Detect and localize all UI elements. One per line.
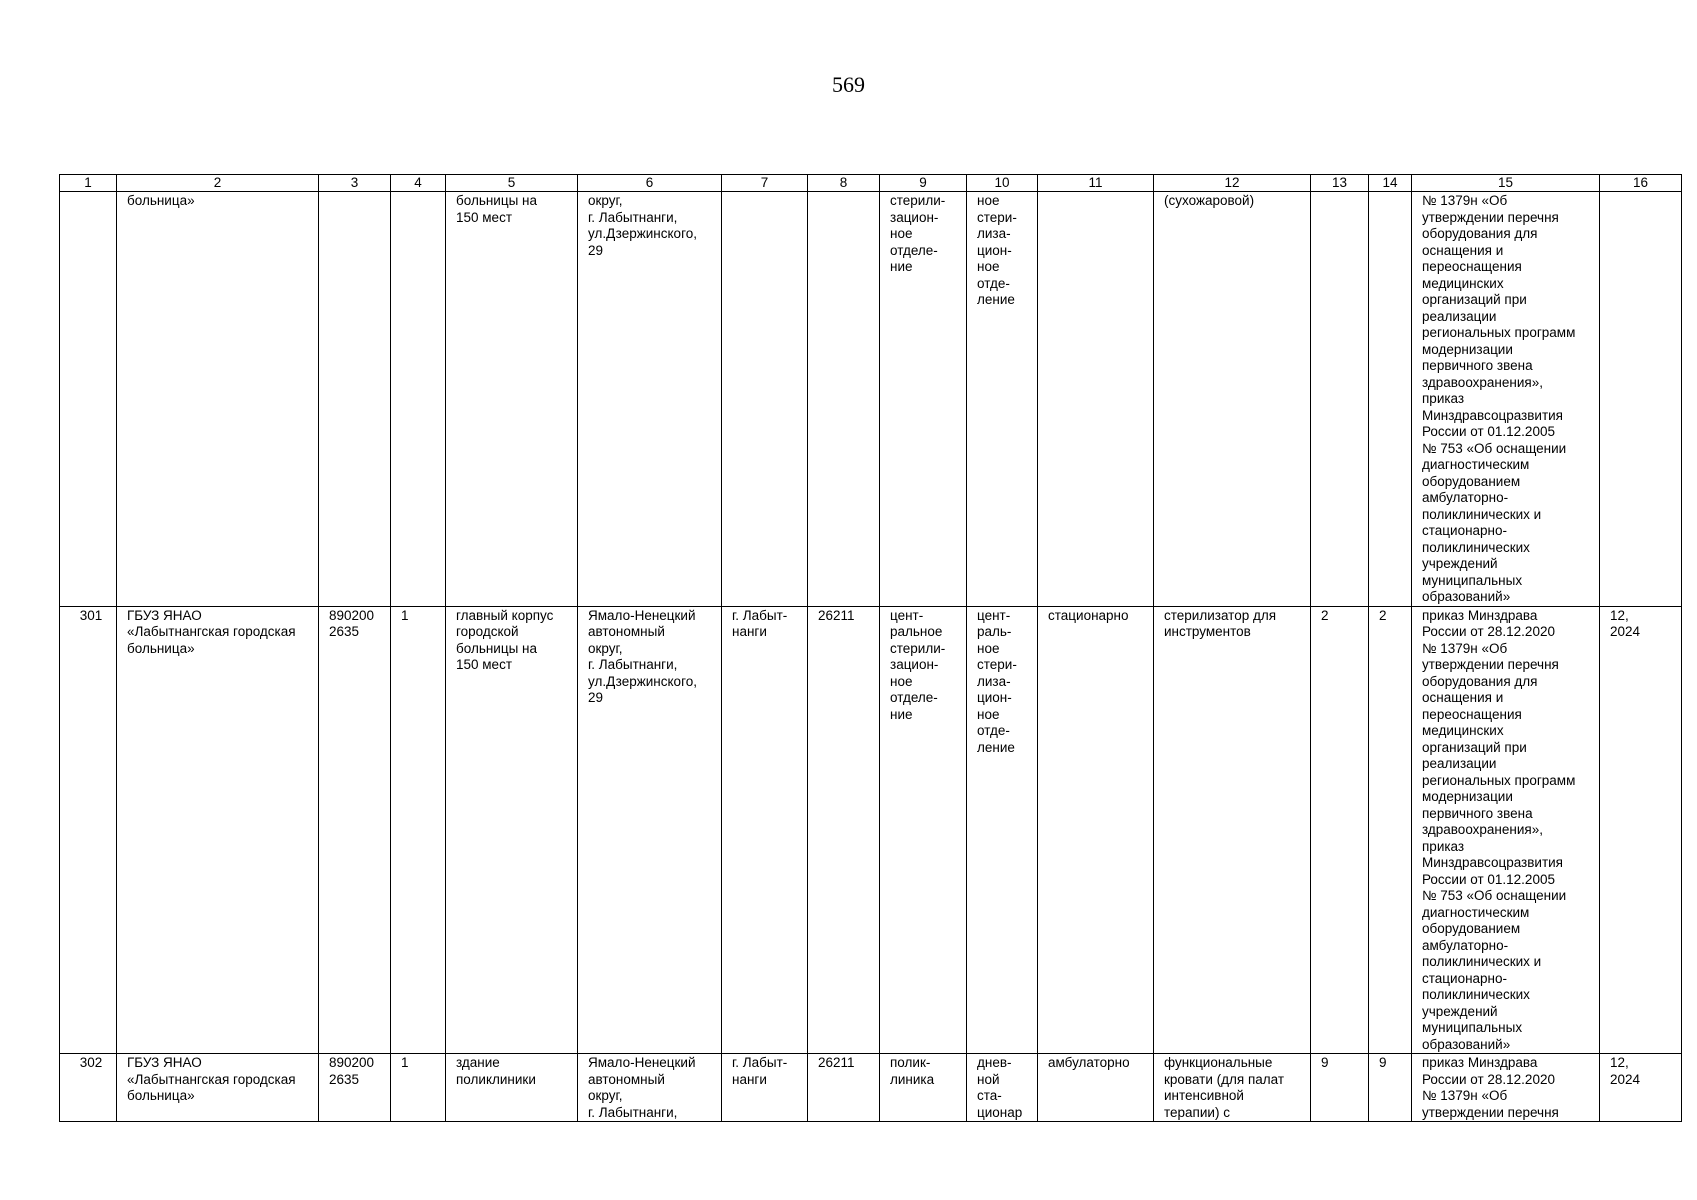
page-number: 569 [832,72,865,97]
table-cell: цент- раль- ное стери- лиза- цион- ное отде- ление [967,606,1038,1054]
table-cell: ГБУЗ ЯНАО «Лабытнангская городская больница» [117,1054,319,1122]
column-header: 8 [808,175,880,192]
table-cell: днев- ной ста- ционар [967,1054,1038,1122]
table-cell: 12, 2024 [1600,1054,1682,1122]
table-cell: 26211 [808,1054,880,1122]
table-cell: 302 [60,1054,117,1122]
table-cell: приказ Минздрава России от 28.12.2020 № 1379н «Об утверждении перечня [1412,1054,1600,1122]
table-cell: полик- линика [880,1054,967,1122]
table-cell: здание поликлиники [446,1054,578,1122]
table-cell [319,192,391,607]
header-row [60,175,1682,192]
table-cell: округ, г. Лабытнанги, ул.Дзержинского, 29 [578,192,722,607]
table-cell: приказ Минздрава России от 28.12.2020 № 1379н «Об утверждении перечня оборудования для оснащения и переоснащения медицинских организаций при реализации региональных программ модернизации первичного звена здравоохранения», приказ Минздравсоцразвития России от 01.12.2005 № 753 «Об оснащении диагностическим оборудованием амбулаторно- поликлинических и стационарно- поликлинических учреждений муниципальных образований» [1412,606,1600,1054]
table-cell [60,192,117,607]
table-cell [1369,192,1412,607]
table-cell: 12, 2024 [1600,606,1682,1054]
column-header: 10 [967,175,1038,192]
table-cell: г. Лабыт- нанги [722,606,808,1054]
table-cell [391,192,446,607]
table-cell: 890200 2635 [319,1054,391,1122]
column-header: 2 [117,175,319,192]
table-cell [808,192,880,607]
table-cell: Ямало-Ненецкий автономный округ, г. Лабытнанги, ул.Дзержинского, 29 [578,606,722,1054]
table-cell: цент- ральное стерили- зацион- ное отделе- ние [880,606,967,1054]
table-cell: 1 [391,1054,446,1122]
table-cell: 2 [1369,606,1412,1054]
column-header: 1 [60,175,117,192]
table-row [60,606,1682,1054]
table-cell: стерилизатор для инструментов [1154,606,1311,1054]
table-row [60,1054,1682,1122]
table-cell: 9 [1369,1054,1412,1122]
column-header: 11 [1038,175,1154,192]
table-cell [1038,192,1154,607]
column-header: 16 [1600,175,1682,192]
table-cell: 9 [1311,1054,1369,1122]
table-cell [1600,192,1682,607]
column-header: 6 [578,175,722,192]
table-cell: больницы на 150 мест [446,192,578,607]
table-cell [1311,192,1369,607]
table-cell: функциональные кровати (для палат интенсивной терапии) с [1154,1054,1311,1122]
data-table [59,174,1682,1122]
column-header: 14 [1369,175,1412,192]
column-header: 7 [722,175,808,192]
column-header: 5 [446,175,578,192]
column-header: 13 [1311,175,1369,192]
table-cell: главный корпус городской больницы на 150 мест [446,606,578,1054]
table-cell: 2 [1311,606,1369,1054]
table-cell: № 1379н «Об утверждении перечня оборудования для оснащения и переоснащения медицинских организаций при реализации региональных программ модернизации первичного звена здравоохранения», приказ Минздравсоцразвития России от 01.12.2005 № 753 «Об оснащении диагностическим оборудованием амбулаторно- поликлинических и стационарно- поликлинических учреждений муниципальных образований» [1412,192,1600,607]
table-cell: стерили- зацион- ное отделе- ние [880,192,967,607]
table-cell [722,192,808,607]
table-cell: 26211 [808,606,880,1054]
table-cell: стационарно [1038,606,1154,1054]
table-cell: ное стери- лиза- цион- ное отде- ление [967,192,1038,607]
column-header: 12 [1154,175,1311,192]
table-row [60,192,1682,607]
table-cell: (сухожаровой) [1154,192,1311,607]
table-cell: 1 [391,606,446,1054]
table-cell: больница» [117,192,319,607]
table-cell: амбулаторно [1038,1054,1154,1122]
table-cell: 890200 2635 [319,606,391,1054]
column-header: 3 [319,175,391,192]
table-cell: Ямало-Ненецкий автономный округ, г. Лабытнанги, [578,1054,722,1122]
column-header: 15 [1412,175,1600,192]
table-cell: 301 [60,606,117,1054]
table-cell: г. Лабыт- нанги [722,1054,808,1122]
table-cell: ГБУЗ ЯНАО «Лабытнангская городская больница» [117,606,319,1054]
column-header: 4 [391,175,446,192]
column-header: 9 [880,175,967,192]
